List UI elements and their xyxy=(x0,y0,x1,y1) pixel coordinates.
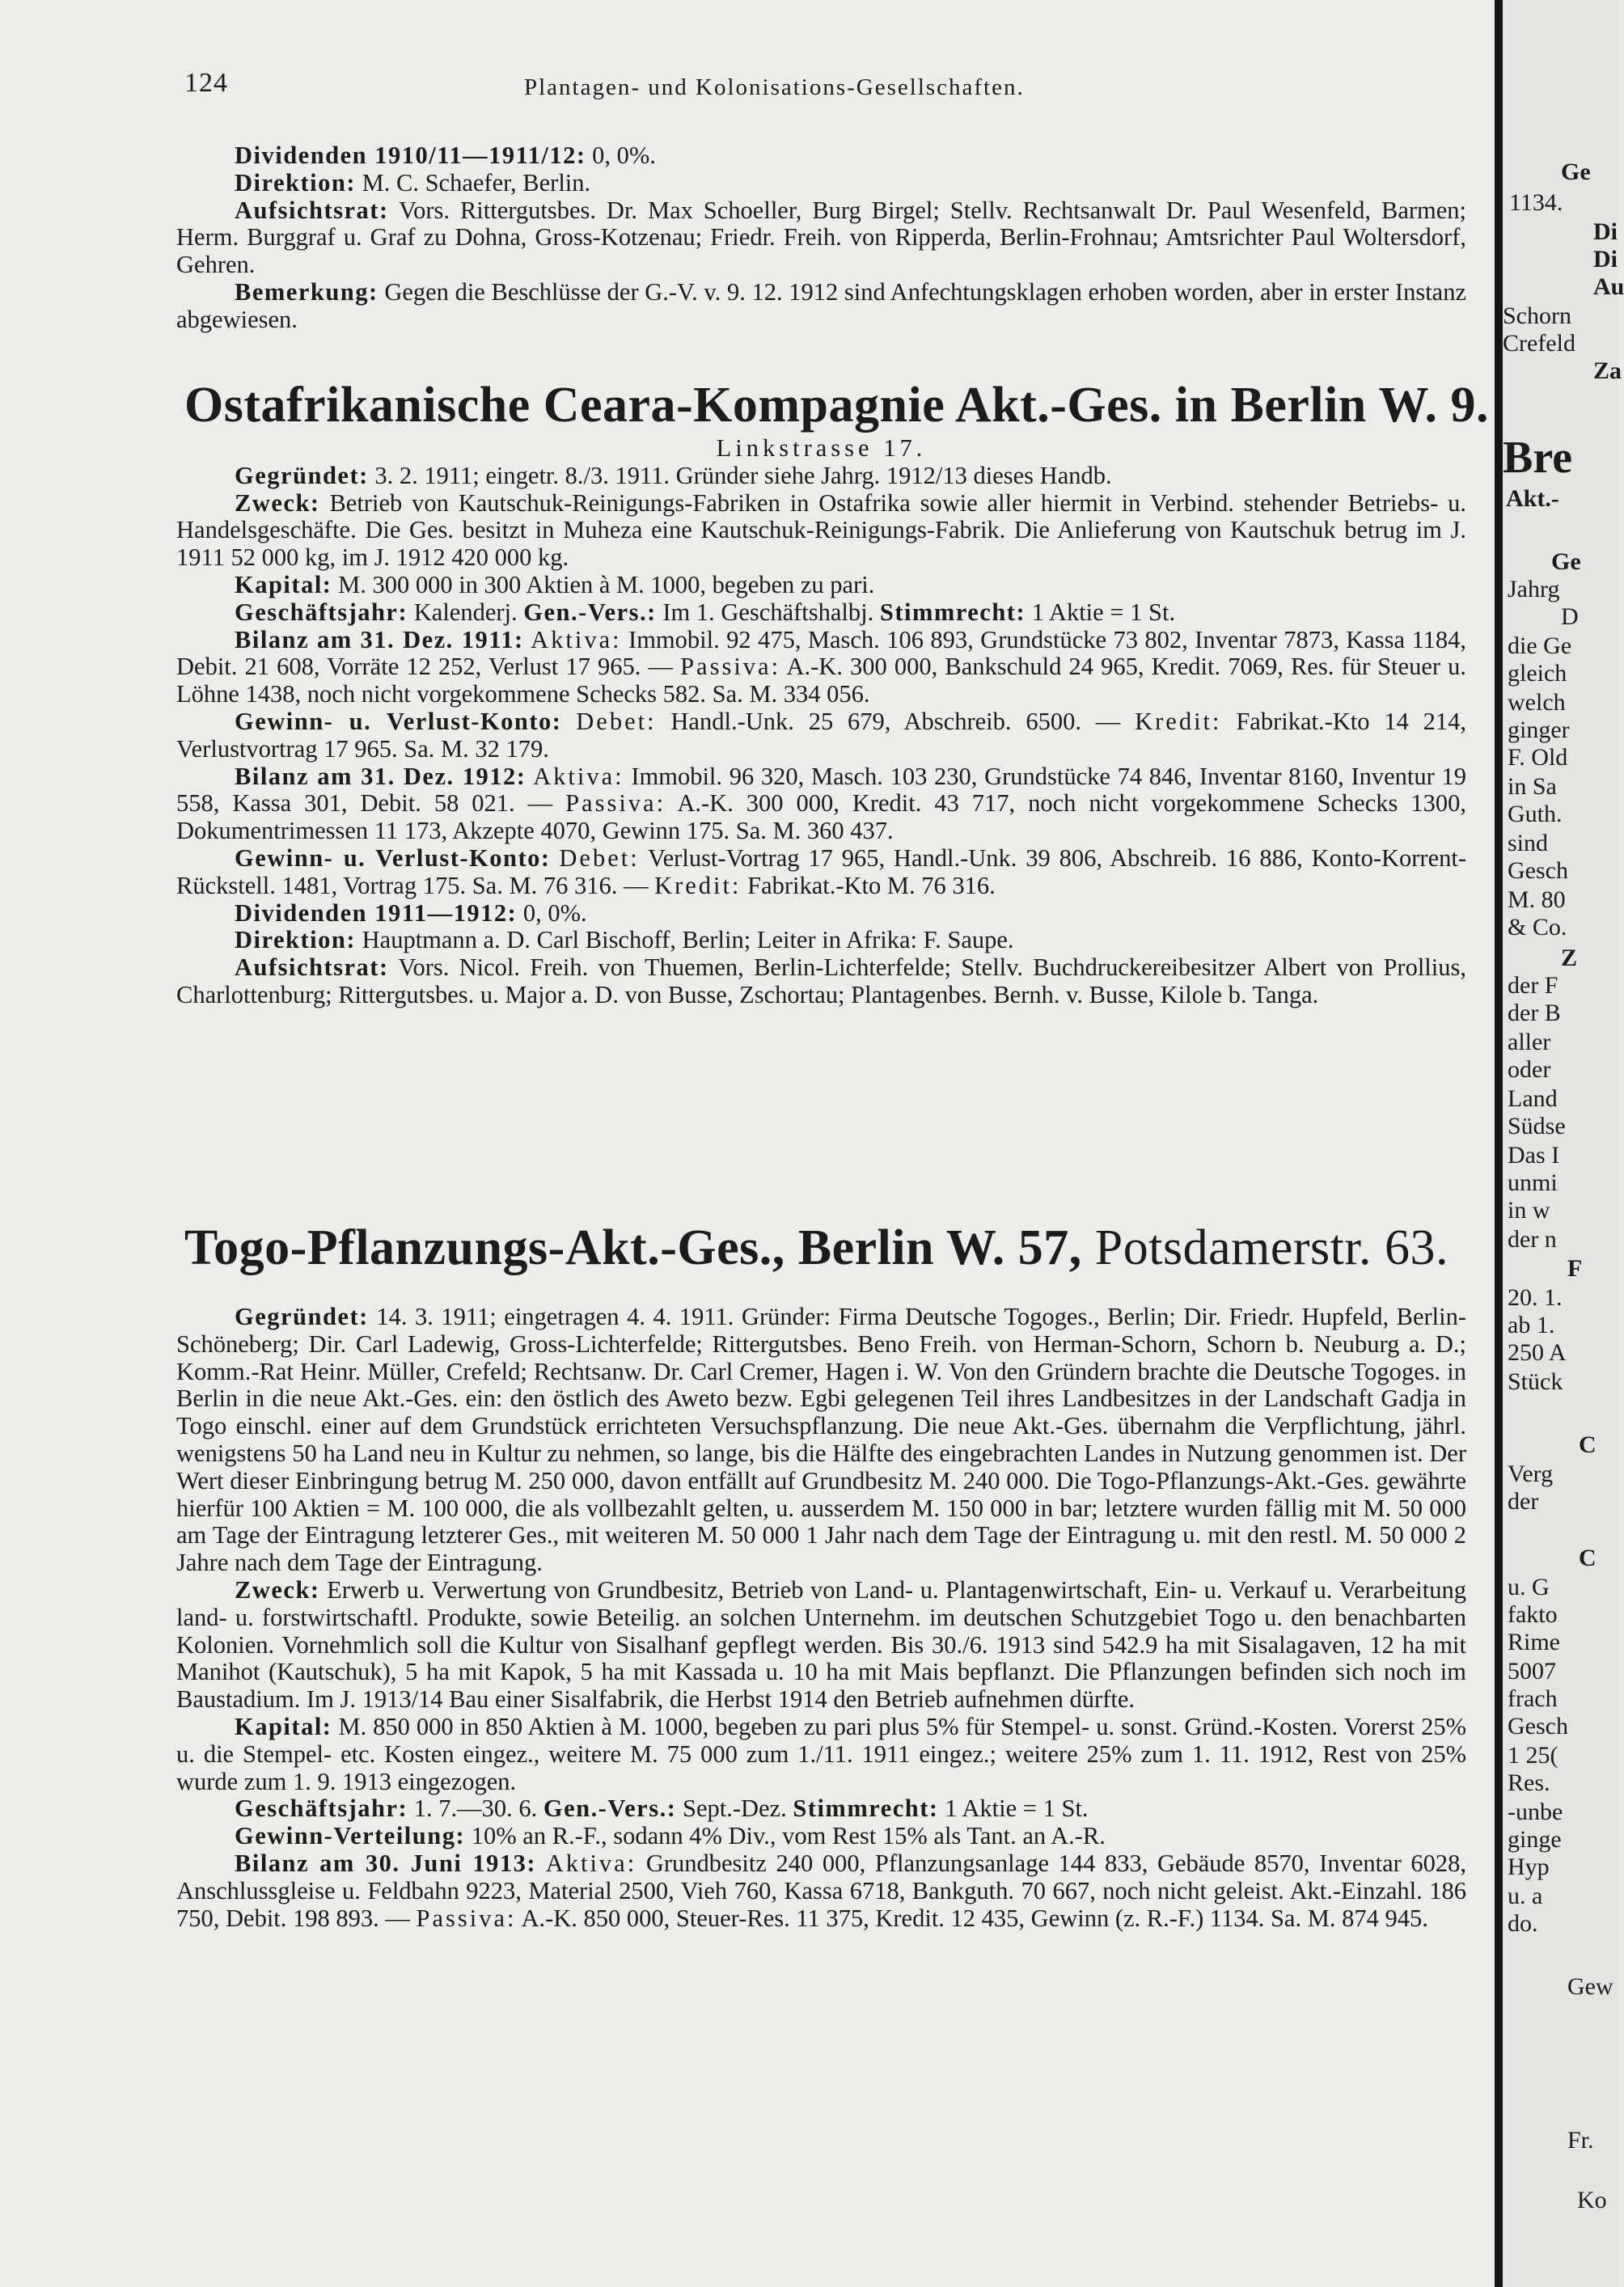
togo-entry xyxy=(176,1304,1466,1932)
rp-frag: Gew xyxy=(1567,1973,1613,2000)
ostafrika-aufsichtsrat: Aufsichtsrat: Vors. Nicol. Freih. von Thuemen, Berlin-Lichterfelde; Stellv. Buchdruckereibesitzer Albert von Prollius, Charlottenburg; Rittergutsbes. u. Major a. D. von Busse, Zschortau; Plantagenbes. Bernh. v. Busse, Kilole b. Tanga. xyxy=(176,953,1466,1008)
rp-frag: -unbe xyxy=(1508,1799,1563,1825)
rp-frag: 5007 xyxy=(1508,1658,1556,1685)
top-entry-continuation xyxy=(176,142,1466,334)
rp-frag: do. xyxy=(1508,1910,1538,1937)
rp-frag: ginger xyxy=(1508,717,1570,743)
togo-gewinn-verteilung: Gewinn-Verteilung: 10% an R.-F., sodann 4% Div., vom Rest 15% als Tant. an A.-R. xyxy=(235,1822,1106,1850)
ostafrika-bilanz-1912: Bilanz am 31. Dez. 1912: Aktiva: Immobil. 96 320, Masch. 103 230, Grundstücke 74 846, Inventar 8160, Inventur 19 558, Kassa 301, Debit. 58 021. — Passiva: A.-K. 300 000, Kredit. 43 717, noch nicht vorgekommene Schecks 1300, Dokumentrimessen 11 173, Akzepte 4070, Gewinn 175. Sa. M. 360 437. xyxy=(176,762,1466,845)
page-header xyxy=(184,68,1478,108)
rp-frag: Z xyxy=(1561,945,1578,971)
rp-frag: fakto xyxy=(1508,1601,1558,1628)
rp-frag: Bre xyxy=(1503,433,1573,483)
rp-frag: in w xyxy=(1508,1197,1550,1224)
rp-frag: Guth. xyxy=(1508,801,1563,827)
ostafrika-zweck: Zweck: Betrieb von Kautschuk-Reinigungs-Fabriken in Ostafrika sowie aller hiermit in Verbind. stehender Betriebs- u. Handelsgeschäfte. Die Ges. besitzt in Muheza eine Kautschuk-Reinigungs-Fabrik. Die Anlieferung von Kautschuk betrug im J. 1911 52 000 kg, im J. 1912 420 000 kg. xyxy=(176,488,1466,572)
rp-frag: frach xyxy=(1508,1685,1558,1712)
rp-frag: Gesch xyxy=(1508,857,1568,884)
rp-frag: 1134. xyxy=(1509,189,1563,216)
rp-frag: ginge xyxy=(1508,1826,1562,1853)
rp-frag: Hyp xyxy=(1508,1854,1550,1880)
rp-frag: oder xyxy=(1508,1056,1551,1083)
rp-frag: in Sa xyxy=(1508,773,1557,800)
ostafrika-heading: Ostafrikanische Ceara-Kompagnie Akt.-Ges. in Berlin W. 9. xyxy=(184,378,1489,433)
rp-frag: der xyxy=(1508,1488,1539,1515)
togo-kapital: Kapital: M. 850 000 in 850 Aktien à M. 1000, begeben zu pari plus 5% für Stempel- u. sonst. Gründ.-Kosten. Vorerst 25% u. die Stempel- etc. Kosten eingez., weitere M. 75 000 zum 1./11. 1911 eingez.; weitere 25% zum 1. 11. 1912, Rest von 25% wurde zum 1. 9. 1913 eingezogen. xyxy=(176,1712,1467,1795)
rp-frag: Akt.- xyxy=(1506,485,1559,512)
togo-heading: Togo-Pflanzungs-Akt.-Ges., Berlin W. 57, Potsdamerstr. 63. xyxy=(184,1220,1449,1275)
togo-geschaeftsjahr: Geschäftsjahr: 1. 7.—30. 6. Gen.-Vers.: Sept.-Dez. Stimmrecht: 1 Aktie = 1 St. xyxy=(235,1795,1089,1823)
ostafrika-entry xyxy=(176,435,1466,1009)
rp-frag: Verg xyxy=(1508,1461,1554,1487)
rp-frag: Südse xyxy=(1508,1113,1566,1139)
rp-frag: Ge xyxy=(1561,159,1591,185)
rp-frag: Di xyxy=(1593,246,1618,273)
rp-frag: Gesch xyxy=(1508,1713,1568,1740)
rp-frag: aller xyxy=(1508,1029,1551,1055)
rp-frag: unmi xyxy=(1508,1169,1558,1196)
top-direktion: Direktion: M. C. Schaefer, Berlin. xyxy=(235,168,591,197)
page-number: 124 xyxy=(184,68,228,98)
ostafrika-guv-1912: Gewinn- u. Verlust-Konto: Debet: Verlust-Vortrag 17 965, Handl.-Unk. 39 806, Abschreib. 16 886, Konto-Korrent-Rückstell. 1481, Vortrag 175. Sa. M. 76 316. — Kredit: Fabrikat.-Kto M. 76 316. xyxy=(176,843,1466,899)
adjacent-page-fragment xyxy=(1503,0,1624,2287)
ostafrika-guv-1911: Gewinn- u. Verlust-Konto: Debet: Handl.-Unk. 25 679, Abschreib. 6500. — Kredit: Fabrikat.-Kto 14 214, Verlustvortrag 17 965. Sa. M. 32 179. xyxy=(176,707,1467,763)
ostafrika-geschaeftsjahr: Geschäftsjahr: Kalenderj. Gen.-Vers.: Im 1. Geschäftshalbj. Stimmrecht: 1 Aktie = 1 St. xyxy=(235,598,1176,626)
rp-frag: Di xyxy=(1593,218,1618,245)
ostafrika-dividenden: Dividenden 1911—1912: 0, 0%. xyxy=(235,898,587,927)
rp-frag: 20. 1. xyxy=(1508,1284,1563,1311)
togo-bilanz-1913: Bilanz am 30. Juni 1913: Aktiva: Grundbesitz 240 000, Pflanzungsanlage 144 833, Gebäude 8570, Inventar 6028, Anschlussgleise u. Feldbahn 9223, Material 2500, Vieh 760, Kassa 6718, Bankguth. 70 667, noch nicht geleist. Akt.-Einzahl. 186 750, Debit. 198 893. — Passiva: A.-K. 850 000, Steuer-Res. 11 375, Kredit. 12 435, Gewinn (z. R.-F.) 1134. Sa. M. 874 945. xyxy=(176,1849,1467,1932)
rp-frag: Ko xyxy=(1577,2187,1607,2213)
rp-frag: Land xyxy=(1508,1085,1558,1112)
rp-frag: die Ge xyxy=(1508,632,1572,659)
top-dividenden: Dividenden 1910/11—1911/12: 0, 0%. xyxy=(235,142,656,169)
rp-frag: & Co. xyxy=(1508,914,1567,941)
ostafrika-direktion: Direktion: Hauptmann a. D. Carl Bischoff, Berlin; Leiter in Afrika: F. Saupe. xyxy=(235,926,1014,954)
rp-frag: 250 A xyxy=(1508,1339,1567,1366)
book-gutter xyxy=(1495,0,1503,2287)
rp-frag: Das I xyxy=(1508,1142,1560,1169)
rp-frag: C xyxy=(1579,1431,1597,1458)
rp-frag: Stück xyxy=(1508,1368,1563,1395)
rp-frag: gleich xyxy=(1508,660,1567,687)
running-title: Plantagen- und Kolonisations-Gesellschaften. xyxy=(524,74,1025,100)
rp-frag: der B xyxy=(1508,1000,1561,1026)
rp-frag: Za xyxy=(1593,357,1622,384)
ostafrika-bilanz-1911: Bilanz am 31. Dez. 1911: Aktiva: Immobil. 92 475, Masch. 106 893, Grundstücke 73 802, Inventar 7873, Kassa 1184, Debit. 21 608, Vorräte 12 252, Verlust 17 965. — Passiva: A.-K. 300 000, Bankschuld 24 965, Kredit. 7069, Res. für Steuer u. Löhne 1438, noch nicht vorgekommene Schecks 582. Sa. M. 334 056. xyxy=(176,625,1466,708)
rp-frag: Schorn xyxy=(1503,302,1571,329)
rp-frag: Ge xyxy=(1551,548,1581,575)
rp-frag: Res. xyxy=(1508,1769,1550,1796)
togo-gegruendet: Gegründet: 14. 3. 1911; eingetragen 4. 4. 1911. Gründer: Firma Deutsche Togoges., Berlin; Dir. Friedr. Hupfeld, Berlin-Schöneberg; Dir. Carl Ladewig, Gross-Lichterfelde; Rittergutsbes. Beno Freih. von Herman-Schorn, Schorn b. Neuburg a. D.; Komm.-Rat Heinr. Müller, Crefeld; Rechtsanw. Dr. Carl Cremer, Hagen i. W. Von den Gründern brachte die Deutsche Togoges. in Berlin in die neue Akt.-Ges. ein: den östlich des Aweto bezw. Egbi gelegenen Teil ihres Landbesitzes in der Landschaft Gadja in Togo einschl. einer auf dem Grundstück errichteten Versuchspflanzung. Die neue Akt.-Ges. übernahm die Verpflichtung, jährl. wenigstens 50 ha Land neu in Kultur zu nehmen, so lange, bis die Hälfte des eingebrachten Landes in Nutzung genommen ist. Der Wert dieser Einbringung betrug M. 250 000, davon entfällt auf Grundbesitz M. 240 000. Die Togo-Pflanzungs-Akt.-Ges. gewährte hierfür 100 Aktien = M. 100 000, die als vollbezahlt gelten, u. ausserdem M. 150 000 in bar; letztere wurden fällig mit M. 50 000 am Tage der Eintragung letzterer Ges., mit weiteren M. 50 000 1 Jahr nach dem Tage der Eintragung u. mit den restl. M. 50 000 2 Jahre nach dem Tage der Eintragung. xyxy=(176,1303,1467,1577)
rp-frag: Rime xyxy=(1508,1629,1560,1655)
rp-frag: F xyxy=(1567,1255,1583,1282)
rp-frag: welch xyxy=(1508,689,1566,716)
rp-frag: sind xyxy=(1508,830,1549,856)
rp-frag: ab 1. xyxy=(1508,1312,1555,1338)
ostafrika-kapital: Kapital: M. 300 000 in 300 Aktien à M. 1000, begeben zu pari. xyxy=(235,570,875,598)
rp-frag: F. Old xyxy=(1508,744,1568,771)
rp-frag: der F xyxy=(1508,972,1558,999)
rp-frag: u. G xyxy=(1508,1574,1550,1600)
rp-frag: der n xyxy=(1508,1226,1557,1253)
rp-frag: D xyxy=(1561,603,1579,630)
rp-frag: Crefeld xyxy=(1503,330,1575,357)
rp-frag: u. a xyxy=(1508,1883,1543,1909)
togo-zweck: Zweck: Erwerb u. Verwertung von Grundbesitz, Betrieb von Land- u. Plantagenwirtschaft, Ein- u. Verkauf u. Verarbeitung land- u. forstwirtschaftl. Produkte, sowie Beteilig. an solchen Unternehm. im deutschen Schutzgebiet Togo u. den benachbarten Kolonien. Vornehmlich soll die Kultur von Sisalhanf gepflegt werden. Bis 30./6. 1913 sind 542.9 ha mit Sisalagaven, 12 ha mit Manihot (Kautschuk), 5 ha mit Kapok, 5 ha mit Kassada u. 10 ha mit Mais bepflanzt. Die Pflanzungen befinden sich noch im Baustadium. Im J. 1913/14 Bau einer Sisalfabrik, die Herbst 1914 den Betrieb aufnehmen dürfte. xyxy=(176,1575,1467,1714)
top-aufsichtsrat: Aufsichtsrat: Vors. Rittergutsbes. Dr. Max Schoeller, Burg Birgel; Stellv. Rechtsanwalt Dr. Paul Wesenfeld, Barmen; Herm. Burggraf u. Graf zu Dohna, Gross-Kotzenau; Friedr. Freih. von Ripperda, Berlin-Frohnau; Amtsrichter Paul Woltersdorf, Gehren. xyxy=(176,196,1467,279)
rp-frag: Jahrg xyxy=(1508,576,1560,602)
rp-frag: C xyxy=(1579,1545,1597,1571)
rp-frag: M. 80 xyxy=(1508,886,1566,913)
rp-frag: Au xyxy=(1593,273,1624,300)
ostafrika-gegruendet: Gegründet: 3. 2. 1911; eingetr. 8./3. 1911. Gründer siehe Jahrg. 1912/13 dieses Handb. xyxy=(235,461,1112,489)
ostafrika-address: Linkstrasse 17. xyxy=(716,434,927,462)
top-bemerkung: Bemerkung: Gegen die Beschlüsse der G.-V. v. 9. 12. 1912 sind Anfechtungsklagen erhoben worden, aber in erster Instanz abgewiesen. xyxy=(176,277,1467,333)
rp-frag: Fr. xyxy=(1567,2127,1594,2154)
rp-frag: 1 25( xyxy=(1508,1742,1558,1769)
